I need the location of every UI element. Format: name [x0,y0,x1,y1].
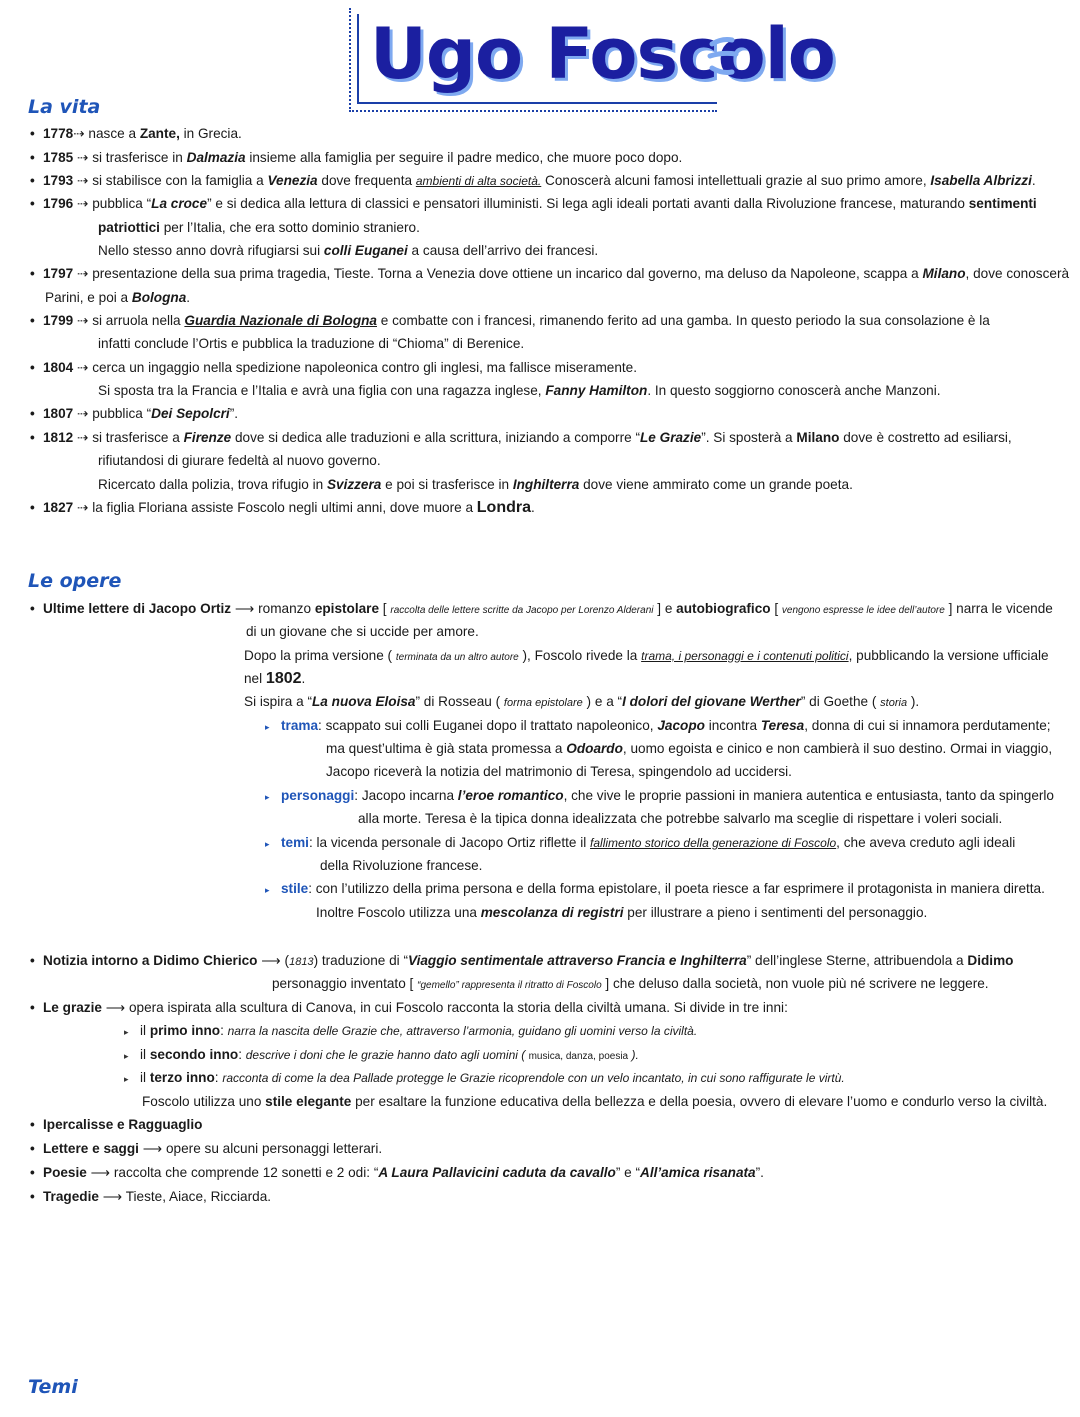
list-item-continued: nel 1802. [244,670,306,687]
list-item-inno: ▸ il secondo inno: descrive i doni che le grazie hanno dato agli uomini ( musica, danza, poesia ). [140,1045,639,1067]
list-item: • Lettere e saggi ⟶ opere su alcuni personaggi letterari. [43,1139,382,1159]
list-item-continued: Nello stesso anno dovrà rifugiarsi sui colli Euganei a causa dell’arrivo dei francesi. [98,243,599,258]
list-item-continued: Foscolo utilizza uno stile elegante per esaltare la funzione educativa della bellezza e della poesia, ovvero di elevare l’uomo e condurlo verso la civiltà. [142,1094,1048,1109]
list-item-continued: Inoltre Foscolo utilizza una mescolanza di registri per illustrare a pieno i sentimenti del personaggio. [316,905,928,920]
list-item: • Ultime lettere di Jacopo Ortiz ⟶ romanzo epistolare [ raccolta delle lettere scritte da Jacopo per Lorenzo Alderani ] e autobiografico [ vengono espresse le idee dell’autore ] narra le vicende [43,599,1053,621]
list-item: • Notizia intorno a Didimo Chierico ⟶ (1813) traduzione di “Viaggio sentimentale attraverso Francia e Inghilterra” dell’inglese Sterne, attribuendola a Didimo [43,951,1013,972]
list-item-temi: ▸ temi: la vicenda personale di Jacopo Ortiz riflette il fallimento storico della generazione di Foscolo, che aveva creduto agli ideali [281,833,1015,853]
list-item: • Ipercalisse e Ragguaglio [43,1115,202,1135]
sparkle-icon [706,34,742,78]
list-item-inno: ▸ il primo inno: narra la nascita delle Grazie che, attraverso l’armonia, guidano gli uomini verso la civiltà. [140,1021,697,1041]
list-item: • 1778⇢ nasce a Zante, in Grecia. [43,124,242,144]
list-item: • 1793 ⇢ si stabilisce con la famiglia a Venezia dove frequenta ambienti di alta società. Conoscerà alcuni famosi intellettuali grazie al suo primo amore, Isabella Albrizzi. [43,171,1036,191]
list-item: • Tragedie ⟶ Tieste, Aiace, Ricciarda. [43,1187,271,1207]
list-item: • 1797 ⇢ presentazione della sua prima tragedia, Tieste. Torna a Venezia dove ottiene un incarico dal governo, ma deluso da Napoleone, scappa a Milano, dove conoscerà [43,264,1069,284]
list-item: • 1799 ⇢ si arruola nella Guardia Nazionale di Bologna e combatte con i francesi, rimanendo ferito ad una gamba. In questo periodo la sua consolazione è la [43,311,990,331]
list-item: • Le grazie ⟶ opera ispirata alla scultura di Canova, in cui Foscolo racconta la storia della civiltà umana. Si divide in tre inni: [43,998,788,1018]
list-item-continued: alla morte. Teresa è la tipica donna idealizzata che potrebbe salvarlo ma sceglie di rispettare i voleri sociali. [358,811,1003,826]
list-item: • Poesie ⟶ raccolta che comprende 12 sonetti e 2 odi: “A Laura Pallavicini caduta da cavallo” e “All’amica risanata”. [43,1163,764,1183]
list-item-personaggi: ▸ personaggi: Jacopo incarna l’eroe romantico, che vive le proprie passioni in maniera autentica e entusiasta, tanto da spingerlo [281,786,1054,806]
list-item-continued: rifiutandosi di giurare fedeltà al nuovo governo. [98,453,381,468]
list-item: • 1796 ⇢ pubblica “La croce” e si dedica alla lettura di classici e pensatori illuministi. Si lega agli ideali portati avanti dalla Rivoluzione francese, maturando sentimenti [43,194,1037,214]
list-item: • 1804 ⇢ cerca un ingaggio nella spedizione napoleonica contro gli inglesi, ma fallisce miseramente. [43,358,637,378]
list-item-inno: ▸ il terzo inno: racconta di come la dea Pallade protegge le Grazie ricoprendole con un velo incantato, in cui sono raffigurate le virtù. [140,1068,845,1088]
list-item-continued: Ricercato dalla polizia, trova rifugio in Svizzera e poi si trasferisce in Inghilterra dove viene ammirato come un grande poeta. [98,477,853,492]
list-item: • 1807 ⇢ pubblica “Dei Sepolcri”. [43,404,238,424]
list-item-continued: ma quest’ultima è già stata promessa a Odoardo, uomo egoista e cinico e non cambierà il suo destino. Ormai in viaggio, [326,741,1053,756]
list-item-continued: di un giovane che si uccide per amore. [246,624,479,639]
section-heading-vita: La vita [28,96,101,118]
list-item-continued: Si sposta tra la Francia e l’Italia e avrà una figlia con una ragazza inglese, Fanny Hamilton. In questo soggiorno conoscerà anche Manzoni. [98,383,941,398]
list-item: • 1812 ⇢ si trasferisce a Firenze dove si dedica alle traduzioni e alla scrittura, iniziando a comporre “Le Grazie”. Si sposterà a Milano dove è costretto ad esiliarsi, [43,428,1012,448]
list-item-stile: ▸ stile: con l’utilizzo della prima persona e della forma epistolare, il poeta riesce a far esprimere il protagonista in maniera diretta. [281,879,1045,899]
list-item-continued: infatti conclude l’Ortis e pubblica la traduzione di “Chioma” di Berenice. [98,336,525,351]
list-item: • 1827 ⇢ la figlia Floriana assiste Foscolo negli ultimi anni, dove muore a Londra. [43,498,535,518]
section-heading-temi: Temi [28,1376,78,1398]
list-item: • 1785 ⇢ si trasferisce in Dalmazia insieme alla famiglia per seguire il padre medico, che muore poco dopo. [43,148,682,168]
list-item-continued: della Rivoluzione francese. [320,858,483,873]
list-item-continued: Jacopo riceverà la notizia del matrimonio di Teresa, spingendolo ad uccidersi. [326,764,792,779]
list-item-continued: personaggio inventato [ “gemello” rappresenta il ritratto di Foscolo ] che deluso dalla società, non vuole più né scrivere ne leggere. [272,976,989,991]
list-item-continued: Dopo la prima versione ( terminata da un altro autore ), Foscolo rivede la trama, i personaggi e i contenuti politici, pubblicando la versione ufficiale [244,648,1049,663]
list-item-continued: Parini, e poi a Bologna. [45,290,191,305]
section-heading-opere: Le opere [28,570,122,592]
page-title: Ugo Foscolo [370,13,835,95]
list-item-continued: Si ispira a “La nuova Eloisa” di Rosseau ( forma epistolare ) e a “I dolori del giovane Werther” di Goethe ( storia ). [244,694,920,709]
list-item-continued: patriottici per l’Italia, che era sotto dominio straniero. [98,220,420,235]
list-item-trama: ▸ trama: scappato sui colli Euganei dopo il trattato napoleonico, Jacopo incontra Teresa, donna di cui si innamora perdutamente; [281,716,1051,736]
